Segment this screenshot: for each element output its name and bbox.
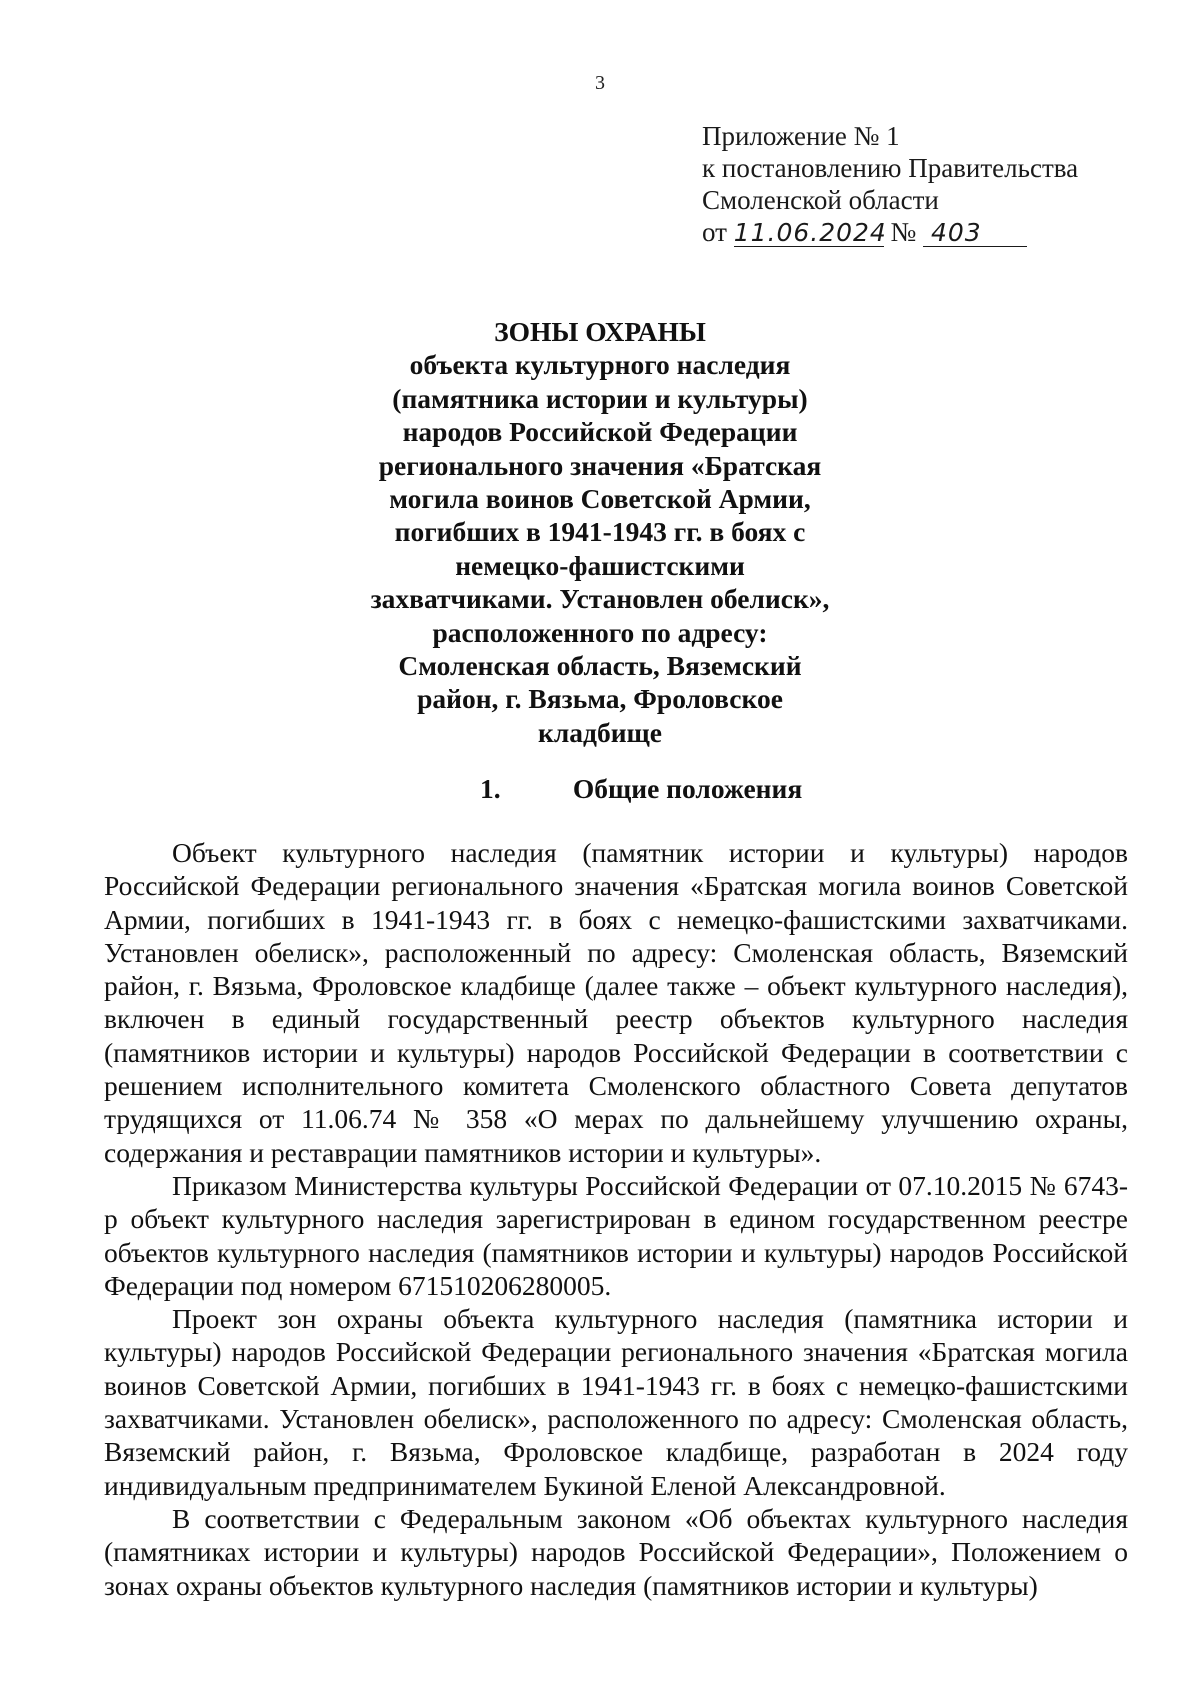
number-sign: № [890,217,917,247]
appendix-line-2: к постановлению Правительства [702,153,1079,183]
title-line: захватчиками. Установлен обелиск», [370,583,830,615]
appendix-block [702,120,1122,248]
title-line: расположенного по адресу: [432,616,768,648]
title-line: народов Российской Федерации [402,416,798,448]
title-line: погибших в 1941-1943 гг. в боях с [394,516,806,548]
title-line: кладбище [538,716,662,748]
title-line: район, г. Вязьма, Фроловское [417,683,783,715]
paragraph: Объект культурного наследия (памятник истории и культуры) народов Российской Федерации регионального значения «Братская могила воинов Советской Армии, погибших в 1941-1943 гг. в боях с немецко-фашистскими захватчиками. Установлен обелиск», расположенный по адресу: Смоленская область, Вяземский район, г. Вязьма, Фроловское кладбище (далее также – объект культурного наследия), включен в единый государственный реестр объектов культурного наследия (памятников истории и культуры) народов Российской Федерации в соответствии с решением исполнительного комитета Смоленского областного Совета депутатов трудящихся от 11.06.74 № 358 «О мерах по дальнейшему улучшению охраны, содержания и реставрации памятников истории и культуры». [104,837,1128,1168]
title-line: могила воинов Советской Армии, [389,483,811,515]
title-line: регионального значения «Братская [378,449,822,481]
appendix-line-3: Смоленской области [702,185,939,215]
section-number: 1. [480,773,501,804]
title-line: Смоленская область, Вяземский [398,650,802,682]
page-number: 3 [595,72,605,94]
title-line: ЗОНЫ ОХРАНЫ [494,316,706,347]
section-title: Общие положения [572,773,803,804]
appendix-date-line [702,216,1122,248]
title-line: объекта культурного наследия [409,349,791,381]
date-prefix: от [702,217,727,247]
paragraph: В соответствии с Федеральным законом «Об объектах культурного наследия (памятниках истории и культуры) народов Российской Федерации», Положением о зонах охраны объектов культурного наследия (памятников истории и культуры) [104,1502,1128,1601]
handwritten-date: 11.06.2024 [733,218,887,247]
section-heading [480,772,802,806]
document-title [300,315,900,749]
title-line: немецко-фашистскими [455,549,745,581]
handwritten-number: 403 [923,220,1027,247]
body-text [104,836,1128,1602]
paragraph: Проект зон охраны объекта культурного наследия (памятника истории и культуры) народов Российской Федерации регионального значения «Братская могила воинов Советской Армии, погибших в 1941-1943 гг. в боях с немецко-фашистскими захватчиками. Установлен обелиск», расположенного по адресу: Смоленская область, Вяземский район, г. Вязьма, Фроловское кладбище, разработан в 2024 году индивидуальным предпринимателем Букиной Еленой Александровной. [104,1303,1128,1501]
paragraph: Приказом Министерства культуры Российской Федерации от 07.10.2015 № 6743-р объект культурного наследия зарегистрирован в едином государственном реестре объектов культурного наследия (памятников истории и культуры) народов Российской Федерации под номером 671510206280005. [104,1169,1128,1301]
title-line: (памятника истории и культуры) [392,382,808,414]
appendix-line-1: Приложение № 1 [702,121,900,151]
